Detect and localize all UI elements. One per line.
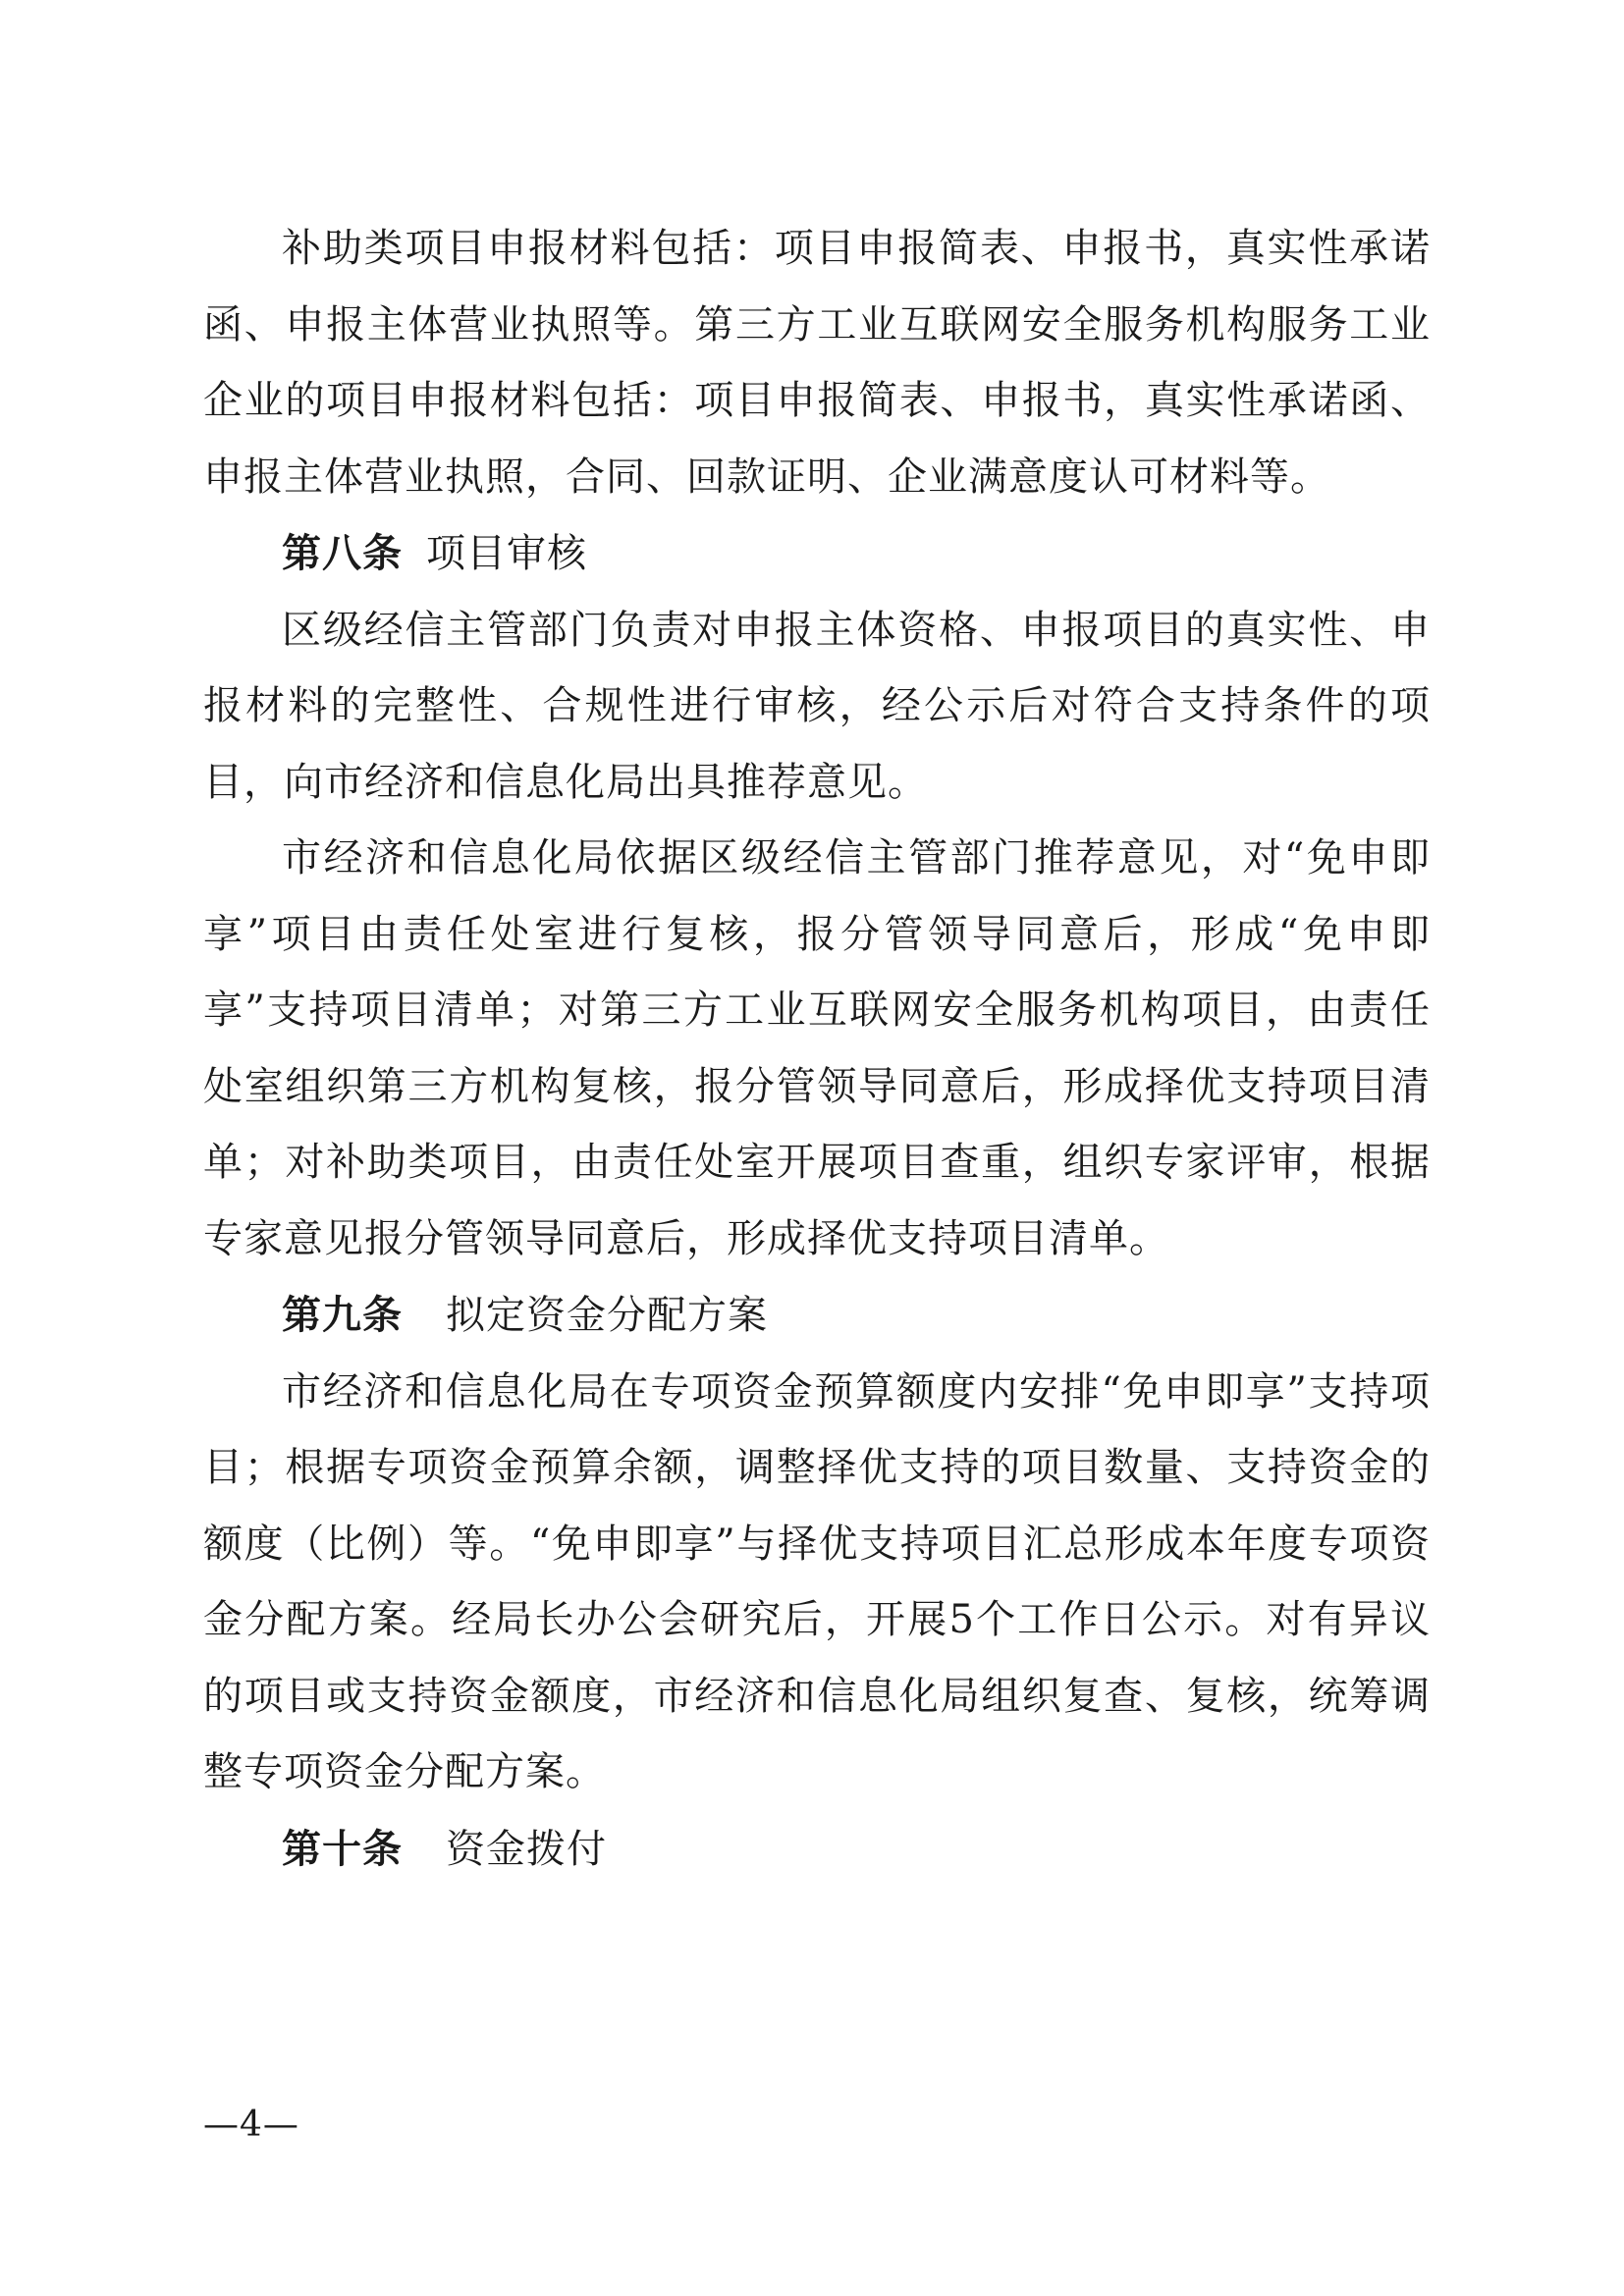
- article-number: 第十条: [282, 1825, 403, 1872]
- article-number: 第九条: [282, 1292, 403, 1338]
- article-title: 拟定资金分配方案: [446, 1293, 768, 1338]
- paragraph-district-review: 区级经信主管部门负责对申报主体资格、申报项目的真实性、申报材料的完整性、合规性进行审核，经公示后对符合支持条件的项目，向市经济和信息化局出具推荐意见。: [203, 607, 1431, 805]
- article-title: 项目审核: [426, 531, 587, 576]
- article-number: 第八条: [282, 530, 403, 576]
- paragraph-city-review: 市经济和信息化局依据区级经信主管部门推荐意见，对“免申即享”项目由责任处室进行复核，报分管领导同意后，形成“免申即享”支持项目清单；对第三方工业互联网安全服务机构项目，由责任处室组织第三方机构复核，报分管领导同意后，形成择优支持项目清单；对补助类项目，由责任处室开展项目查重，组织专家评审，根据专家意见报分管领导同意后，形成择优支持项目清单。: [203, 835, 1431, 1261]
- article-8-heading: [203, 515, 1431, 593]
- paragraph-application-materials: 补助类项目申报材料包括：项目申报简表、申报书，真实性承诺函、申报主体营业执照等。第三方工业互联网安全服务机构服务工业企业的项目申报材料包括：项目申报简表、申报书，真实性承诺函、申报主体营业执照，合同、回款证明、企业满意度认可材料等。: [203, 226, 1431, 500]
- paragraph-fund-allocation: 市经济和信息化局在专项资金预算额度内安排“免申即享”支持项目；根据专项资金预算余额，调整择优支持的项目数量、支持资金的额度（比例）等。“免申即享”与择优支持项目汇总形成本年度专项资金分配方案。经局长办公会研究后，开展5个工作日公示。对有异议的项目或支持资金额度，市经济和信息化局组织复查、复核，统筹调整专项资金分配方案。: [203, 1368, 1431, 1794]
- article-title: 资金拨付: [446, 1826, 607, 1872]
- page-number: —4—: [203, 2105, 299, 2145]
- article-10-heading: [203, 1811, 1431, 1889]
- document-body: [203, 211, 1431, 1888]
- article-9-heading: [203, 1277, 1431, 1355]
